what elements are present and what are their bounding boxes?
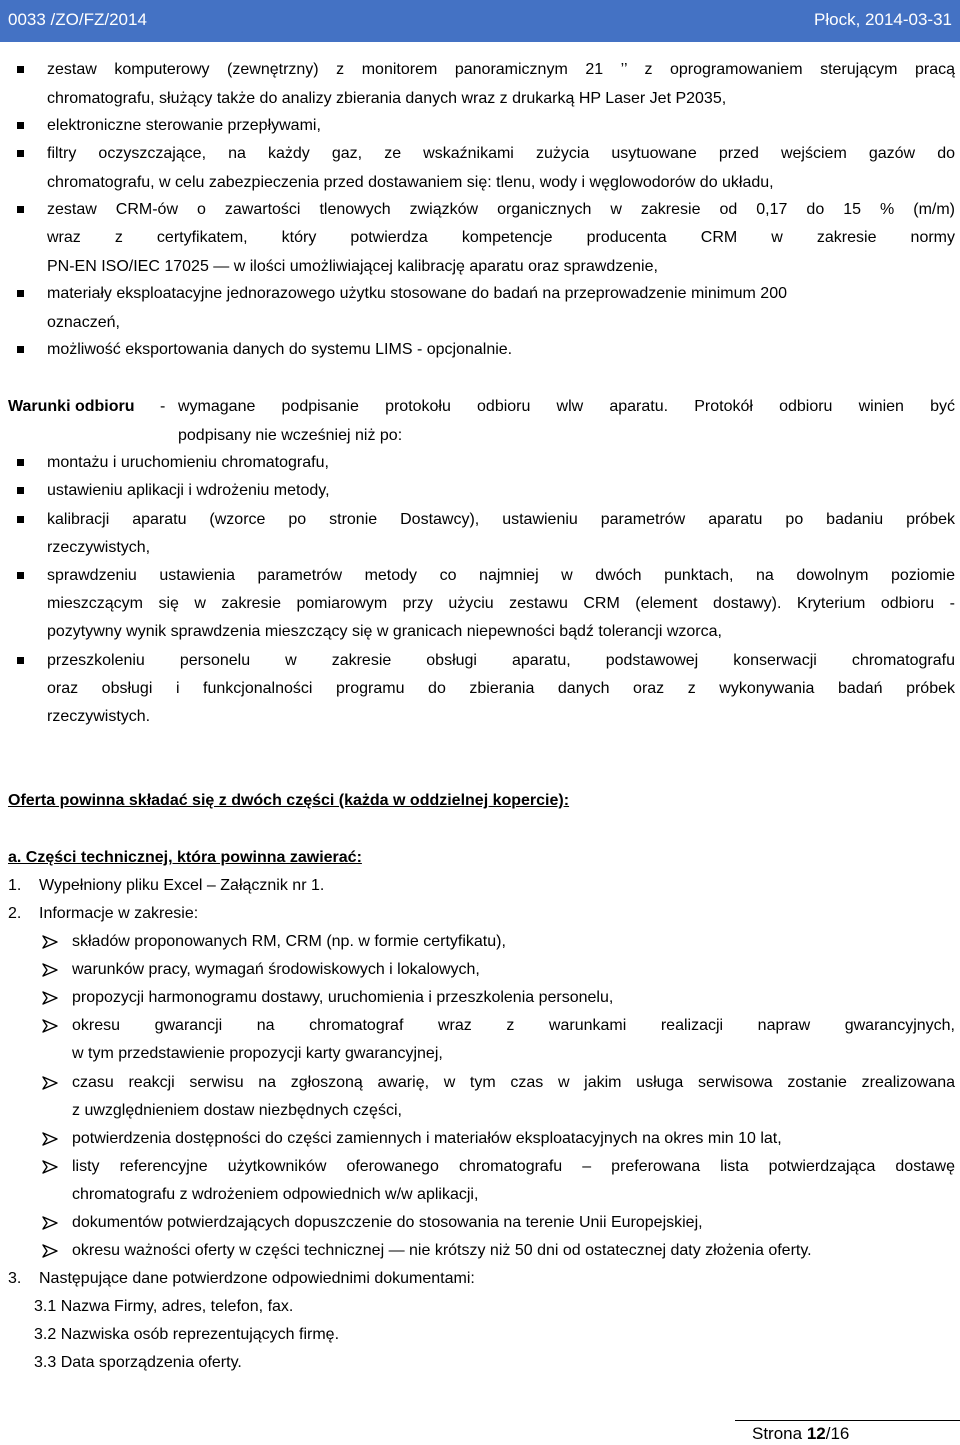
warunki-text: wymagane podpisanie protokołu odbioru wlw aparatu. Protokół odbioru winien być	[178, 398, 955, 415]
arrow-bullet-icon	[42, 1244, 58, 1258]
bullet-square-icon	[17, 516, 24, 523]
list-item: warunków pracy, wymagań środowiskowych i lokalowych,	[72, 961, 480, 978]
item-number: 1.	[8, 877, 22, 894]
list-item-continuation: oznaczeń,	[47, 314, 120, 331]
item-number: 2.	[8, 905, 22, 922]
bullet-square-icon	[17, 487, 24, 494]
arrow-bullet-icon	[42, 1216, 58, 1230]
warunki-label: Warunki odbioru	[8, 398, 135, 415]
list-item: składów proponowanych RM, CRM (np. w formie certyfikatu),	[72, 933, 506, 950]
page-current: 12	[806, 1424, 826, 1443]
list-item: Następujące dane potwierdzone odpowiednimi dokumentami:	[39, 1270, 475, 1287]
list-item: potwierdzenia dostępności do części zamiennych i materiałów eksploatacyjnych na okres min 10 lat,	[72, 1130, 782, 1147]
arrow-bullet-icon	[42, 1019, 58, 1033]
bullet-square-icon	[17, 657, 24, 664]
list-item-continuation: z uwzględnieniem dostaw niezbędnych części,	[72, 1102, 402, 1119]
list-item: Informacje w zakresie:	[39, 905, 199, 922]
list-item-continuation: wraz z certyfikatem, który potwierdza kompetencje producenta CRM w zakresie normy	[47, 229, 955, 246]
list-item-continuation: rzeczywistych,	[47, 539, 151, 556]
list-item: propozycji harmonogramu dostawy, uruchomienia i przeszkolenia personelu,	[72, 989, 614, 1006]
page-prefix: Strona	[752, 1424, 807, 1443]
list-item: elektroniczne sterowanie przepływami,	[47, 117, 321, 134]
list-item-continuation: oraz obsługi i funkcjonalności programu do zbierania danych oraz z wykonywania badań próbek	[47, 680, 955, 697]
bullet-square-icon	[17, 206, 24, 213]
bullet-square-icon	[17, 459, 24, 466]
sub-item: 3.1 Nazwa Firmy, adres, telefon, fax.	[34, 1298, 294, 1315]
list-item: kalibracji aparatu (wzorce po stronie Dostawcy), ustawieniu parametrów aparatu po badaniu próbek	[47, 511, 955, 528]
document-date: Płock, 2014-03-31	[814, 10, 952, 29]
sub-item: 3.2 Nazwiska osób reprezentujących firmę.	[34, 1326, 340, 1343]
list-item: zestaw CRM-ów o zawartości tlenowych związków organicznych w zakresie od 0,17 do 15 % (m/m)	[47, 201, 955, 218]
list-item: możliwość eksportowania danych do systemu LIMS - opcjonalnie.	[47, 341, 513, 358]
item-number: 3.	[8, 1270, 22, 1287]
arrow-bullet-icon	[42, 1076, 58, 1090]
list-item-continuation: PN-EN ISO/IEC 17025 — w ilości umożliwiającej kalibrację aparatu oraz sprawdzenie,	[47, 258, 658, 275]
list-item-continuation: chromatografu, służący także do analizy zbierania danych wraz z drukarką HP Laser Jet P2035,	[47, 90, 727, 107]
list-item: filtry oczyszczające, na każdy gaz, ze wskaźnikami zużycia usytuowane przed wejściem gazów do	[47, 145, 955, 162]
arrow-bullet-icon	[42, 991, 58, 1005]
warunki-text-continuation: podpisany nie wcześniej niż po:	[178, 427, 403, 444]
list-item-continuation: chromatografu z wdrożeniem odpowiednich w/w aplikacji,	[72, 1186, 479, 1203]
bullet-square-icon	[17, 66, 24, 73]
list-item: listy referencyjne użytkowników oferowanego chromatografu – preferowana lista potwierdzająca dostawę	[72, 1158, 955, 1175]
list-item: ustawieniu aplikacji i wdrożeniu metody,	[47, 482, 330, 499]
list-item-continuation: w tym przedstawienie propozycji karty gwarancyjnej,	[72, 1045, 443, 1062]
list-item-continuation: rzeczywistych.	[47, 708, 151, 725]
list-item: sprawdzeniu ustawienia parametrów metody co najmniej w dwóch punktach, na dowolnym poziomie	[47, 567, 955, 584]
bullet-square-icon	[17, 122, 24, 129]
list-item: dokumentów potwierdzających dopuszczenie do stosowania na terenie Unii Europejskiej,	[72, 1214, 703, 1231]
page-number	[752, 1424, 849, 1444]
list-item: materiały eksploatacyjne jednorazowego użytku stosowane do badań na przeprowadzenie minimum 200	[47, 285, 787, 302]
bullet-square-icon	[17, 150, 24, 157]
arrow-bullet-icon	[42, 935, 58, 949]
footer-divider	[735, 1420, 960, 1421]
list-item: okresu gwarancji na chromatograf wraz z warunkami realizacji napraw gwarancyjnych,	[72, 1017, 955, 1034]
arrow-bullet-icon	[42, 1160, 58, 1174]
bullet-square-icon	[17, 290, 24, 297]
offer-heading: Oferta powinna składać się z dwóch części (każda w oddzielnej kopercie):	[8, 792, 570, 809]
list-item: Wypełniony pliku Excel – Załącznik nr 1.	[39, 877, 325, 894]
sub-item: 3.3 Data sporządzenia oferty.	[34, 1354, 242, 1371]
list-item: zestaw komputerowy (zewnętrzny) z monitorem panoramicznym 21 ’’ z oprogramowaniem sterującym pracą	[47, 61, 955, 78]
list-item: czasu reakcji serwisu na zgłoszoną awarię, w tym czas w jakim usługa serwisowa zostanie zrealizowana	[72, 1074, 955, 1091]
list-item-continuation: pozytywny wynik sprawdzenia mieszczący się w granicach niepewności bądź tolerancji wzorca,	[47, 623, 722, 640]
page-total: /16	[825, 1424, 850, 1443]
bullet-square-icon	[17, 572, 24, 579]
arrow-bullet-icon	[42, 963, 58, 977]
list-item: okresu ważności oferty w części technicznej — nie krótszy niż 50 dni od ostatecznej daty złożenia oferty.	[72, 1242, 812, 1259]
list-item-continuation: mieszczącym się w zakresie pomiarowym przy użyciu zestawu CRM (element dostawy). Kryterium odbioru -	[47, 595, 955, 612]
warunki-dash: -	[160, 398, 166, 415]
list-item: przeszkoleniu personelu w zakresie obsługi aparatu, podstawowej konserwacji chromatografu	[47, 652, 955, 669]
part-a-heading: a. Części technicznej, która powinna zawierać:	[8, 849, 362, 866]
list-item-continuation: chromatografu, w celu zabezpieczenia przed dostawaniem się: tlenu, wody i węglowodorów do układu,	[47, 174, 774, 191]
bullet-square-icon	[17, 346, 24, 353]
arrow-bullet-icon	[42, 1132, 58, 1146]
document-number: 0033 /ZO/FZ/2014	[8, 10, 147, 29]
list-item: montażu i uruchomieniu chromatografu,	[47, 454, 329, 471]
